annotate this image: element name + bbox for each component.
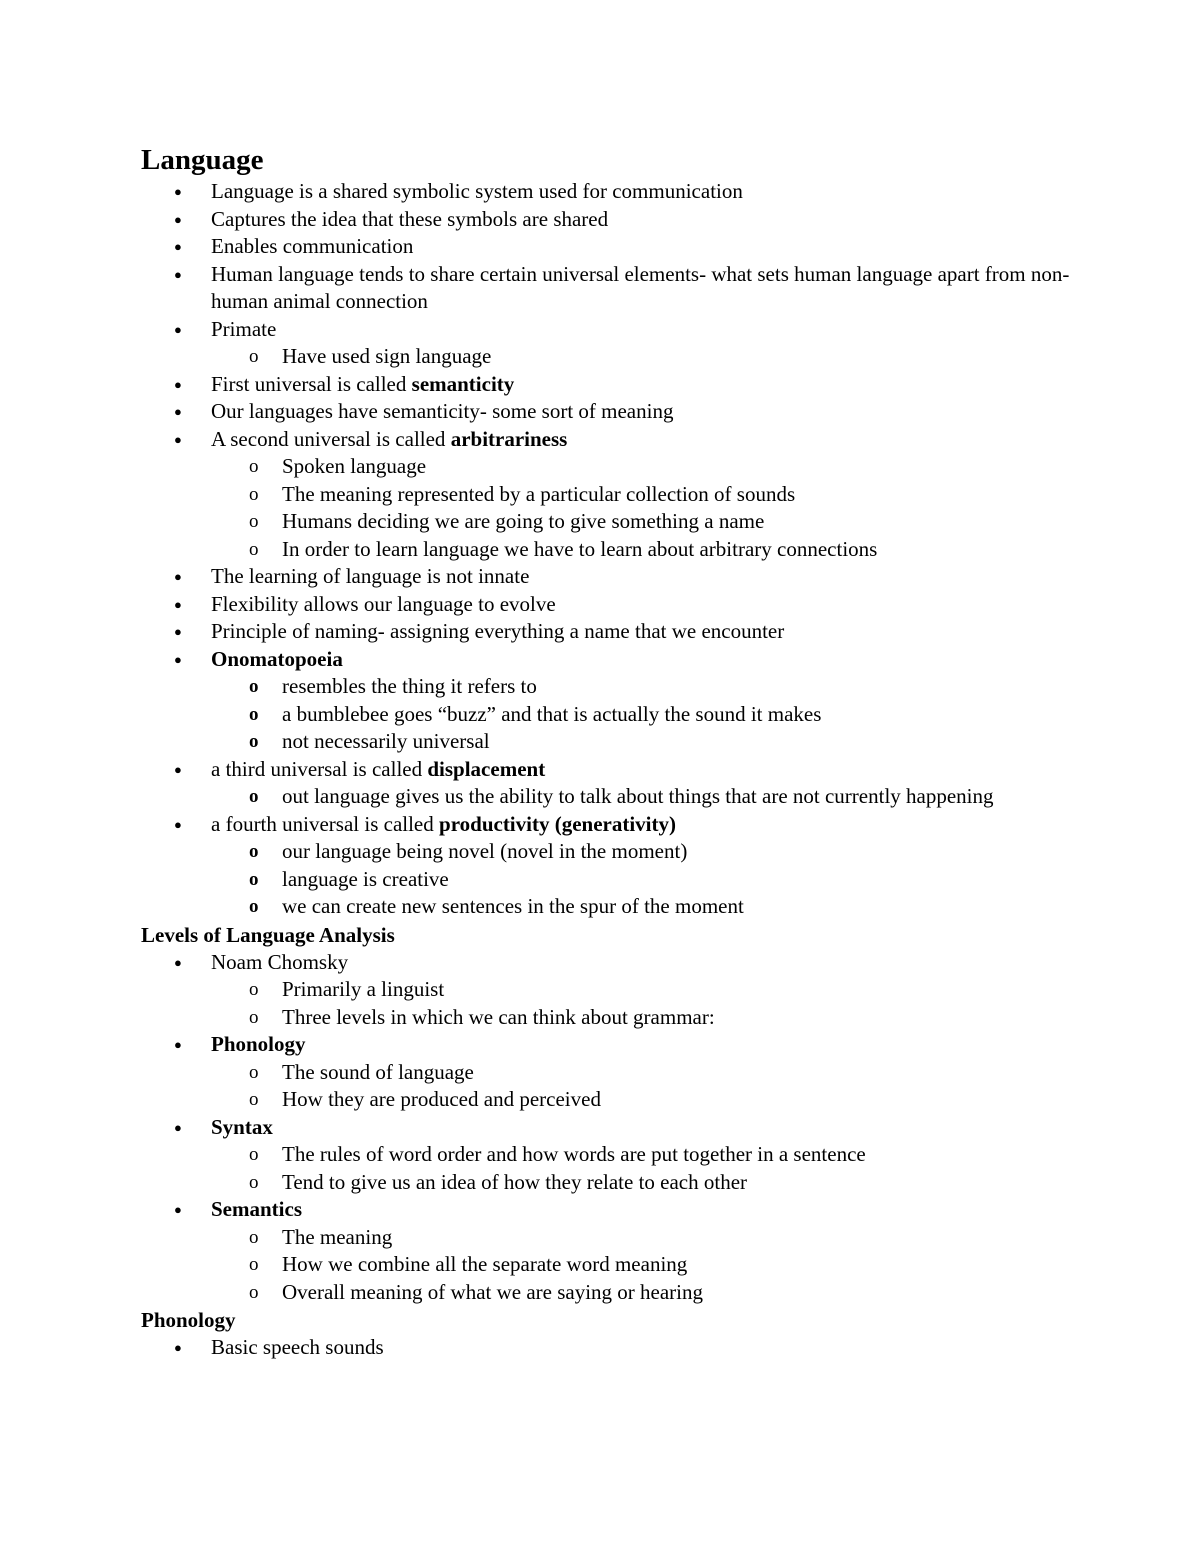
item-text: language is creative [282, 866, 449, 891]
sub-bullet-item [141, 1279, 1071, 1307]
circle-bullet-icon: o [249, 1089, 259, 1110]
circle-bullet-icon: o [249, 1226, 259, 1248]
bold-term: displacement [427, 756, 546, 781]
bullet-icon: ● [174, 376, 182, 392]
item-text: The meaning represented by a particular collection of sounds [282, 481, 796, 506]
item-text: Humans deciding we are going to give something a name [282, 509, 765, 533]
circle-bullet-icon: o [249, 1171, 259, 1193]
sub-bullet-item [141, 453, 1071, 481]
item-text: The learning of language is not innate [211, 564, 530, 588]
sub-bullet-item [141, 1224, 1071, 1252]
sub-bullet-item [141, 673, 1071, 701]
sub-bullet-item [141, 508, 1071, 536]
circle-bullet-icon: o [249, 676, 259, 697]
circle-bullet-icon: o [249, 868, 259, 890]
bullet-icon: ● [174, 1340, 182, 1355]
item-text: we can create new sentences in the spur of the moment [282, 894, 744, 918]
circle-bullet-icon: o [249, 731, 259, 752]
bullet-item [141, 563, 1071, 591]
bullet-item [141, 811, 1071, 839]
item-text: Basic speech sounds [211, 1335, 384, 1359]
sub-bullet-item [141, 343, 1071, 371]
item-text: The sound of language [282, 1059, 474, 1084]
item-text: a bumblebee goes “buzz” and that is actually the sound it makes [282, 701, 822, 726]
sub-bullet-item [141, 1004, 1071, 1032]
bullet-item [141, 949, 1071, 977]
bullet-item [141, 316, 1071, 344]
section-heading: Language [141, 144, 264, 176]
circle-bullet-icon: o [249, 538, 259, 560]
item-text: Principle of naming- assigning everything a name that we encounter [211, 619, 785, 643]
sub-bullet-item [141, 976, 1071, 1004]
circle-bullet-icon: o [249, 896, 259, 917]
bullet-icon: ● [174, 624, 182, 639]
circle-bullet-icon: o [249, 483, 259, 505]
item-text: Language is a shared symbolic system used for communication [211, 179, 743, 203]
document-body [141, 142, 1071, 1362]
circle-bullet-icon: o [249, 703, 259, 725]
item-text: How we combine all the separate word meaning [282, 1252, 688, 1276]
bullet-icon: ● [174, 184, 182, 199]
sub-bullet-item [141, 536, 1071, 564]
item-text: Spoken language [282, 454, 427, 478]
circle-bullet-icon: o [249, 456, 259, 477]
item-text: In order to learn language we have to learn about arbitrary connections [282, 536, 878, 561]
circle-bullet-icon: o [249, 1006, 259, 1028]
bullet-item [141, 591, 1071, 619]
sub-bullet-item [141, 838, 1071, 866]
bold-term: Onomatopoeia [211, 646, 343, 671]
bullet-item [141, 178, 1071, 206]
circle-bullet-icon: o [249, 1144, 259, 1165]
bullet-item [141, 1334, 1071, 1362]
bullet-item [141, 1031, 1071, 1059]
sub-bullet-item [141, 1086, 1071, 1114]
bullet-icon: ● [174, 761, 182, 777]
sub-bullet-item [141, 701, 1071, 729]
item-text: Enables communication [211, 234, 414, 258]
sub-bullet-item [141, 481, 1071, 509]
item-text: First universal is called [211, 371, 412, 396]
item-text: Flexibility allows our language to evolve [211, 591, 556, 616]
bullet-icon: ● [174, 954, 182, 970]
item-text: Primarily a linguist [282, 977, 445, 1001]
bullet-icon: ● [174, 816, 182, 832]
bullet-item [141, 1114, 1071, 1142]
bullet-icon: ● [174, 239, 182, 254]
bold-term: productivity (generativity) [439, 811, 677, 836]
item-text: Our languages have semanticity- some sort of meaning [211, 399, 674, 423]
bullet-item [141, 398, 1071, 426]
bullet-icon: ● [174, 651, 182, 667]
bullet-item [141, 756, 1071, 784]
item-text: Human language tends to share certain universal elements- what sets human language apart from non-human animal connection [211, 261, 1070, 313]
bold-term: Phonology [211, 1032, 306, 1056]
bullet-item [141, 646, 1071, 674]
item-text: How they are produced and perceived [282, 1087, 601, 1111]
bullet-icon: ● [174, 1037, 182, 1052]
bullet-icon: ● [174, 569, 182, 584]
bullet-item [141, 206, 1071, 234]
item-text: Have used sign language [282, 344, 492, 368]
sub-bullet-item [141, 893, 1071, 921]
bullet-item [141, 426, 1071, 454]
sub-bullet-item [141, 866, 1071, 894]
bold-term: arbitrariness [450, 426, 568, 451]
circle-bullet-icon: o [249, 1254, 259, 1275]
circle-bullet-icon: o [249, 979, 259, 1000]
item-text: A second universal is called [211, 426, 451, 451]
item-text: a third universal is called [211, 756, 428, 781]
circle-bullet-icon: o [249, 841, 259, 862]
sub-bullet-item [141, 1169, 1071, 1197]
bullet-icon: ● [174, 1202, 182, 1217]
bullet-item [141, 233, 1071, 261]
item-text: not necessarily universal [282, 729, 490, 753]
item-text: out language gives us the ability to talk about things that are not currently happening [282, 784, 994, 808]
bold-term: Syntax [211, 1114, 273, 1139]
item-text: Overall meaning of what we are saying or hearing [282, 1279, 704, 1304]
bullet-item [141, 1196, 1071, 1224]
bullet-icon: ● [174, 211, 182, 227]
bullet-icon: ● [174, 321, 182, 337]
bullet-icon: ● [174, 266, 182, 282]
sub-bullet-item [141, 1141, 1071, 1169]
bullet-icon: ● [174, 404, 182, 419]
item-text: Noam Chomsky [211, 949, 349, 974]
item-text: The meaning [282, 1224, 393, 1249]
bullet-icon: ● [174, 1119, 182, 1135]
circle-bullet-icon: o [249, 1281, 259, 1303]
section-heading: Phonology [141, 1308, 236, 1332]
circle-bullet-icon: o [249, 786, 259, 807]
bullet-item [141, 371, 1071, 399]
section-heading: Levels of Language Analysis [141, 922, 395, 947]
item-text: a fourth universal is called [211, 811, 440, 836]
item-text: our language being novel (novel in the moment) [282, 839, 688, 863]
circle-bullet-icon: o [249, 346, 259, 367]
item-text: Captures the idea that these symbols are shared [211, 206, 609, 231]
item-text: Three levels in which we can think about grammar: [282, 1004, 715, 1029]
item-text: Primate [211, 316, 277, 341]
bold-term: semanticity [411, 371, 515, 396]
bullet-item [141, 618, 1071, 646]
circle-bullet-icon: o [249, 511, 259, 532]
item-text: resembles the thing it refers to [282, 674, 537, 698]
sub-bullet-item [141, 1059, 1071, 1087]
bullet-icon: ● [174, 596, 182, 612]
bullet-icon: ● [174, 431, 182, 447]
bullet-item [141, 261, 1071, 316]
sub-bullet-item [141, 1251, 1071, 1279]
item-text: Tend to give us an idea of how they relate to each other [282, 1169, 748, 1194]
bold-term: Semantics [211, 1197, 302, 1221]
item-text: The rules of word order and how words are put together in a sentence [282, 1142, 866, 1166]
sub-bullet-item [141, 728, 1071, 756]
circle-bullet-icon: o [249, 1061, 259, 1083]
sub-bullet-item [141, 783, 1071, 811]
